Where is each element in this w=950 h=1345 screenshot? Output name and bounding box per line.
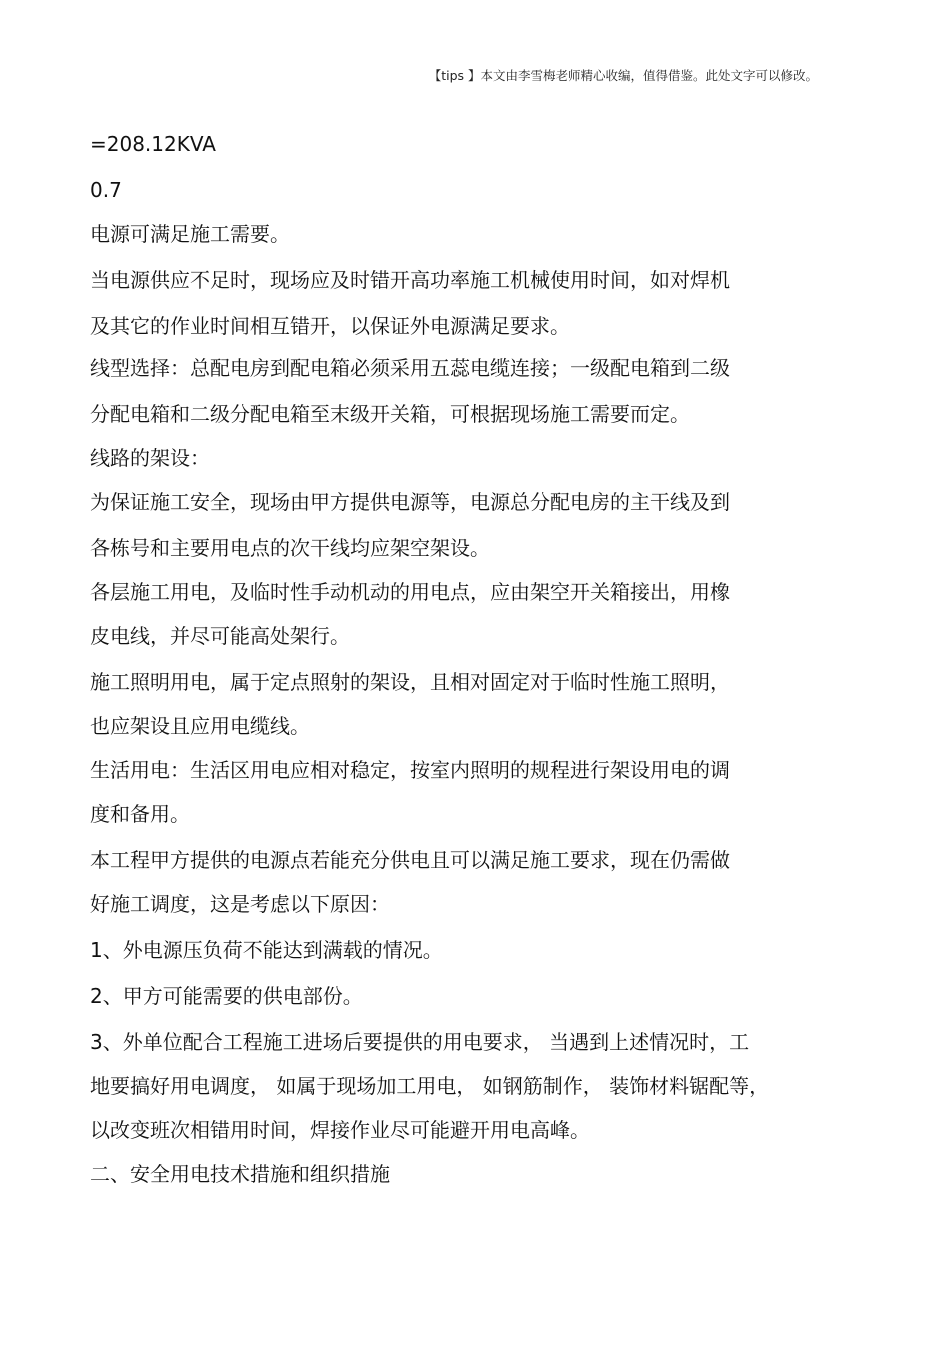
- text-line: 皮电线，并尽可能高处架行。: [90, 624, 350, 648]
- text-line: 也应架设且应用电缆线。: [90, 714, 310, 738]
- text-line: 为保证施工安全，现场由甲方提供电源等，电源总分配电房的主干线及到: [90, 490, 730, 514]
- text-line: 施工照明用电，属于定点照射的架设，且相对固定对于临时性施工照明，: [90, 670, 730, 694]
- section-heading: 二、安全用电技术措施和组织措施: [90, 1162, 390, 1186]
- text-line: 生活用电：生活区用电应相对稳定，按室内照明的规程进行架设用电的调: [90, 758, 730, 782]
- header-note: 【tips 】本文由李雪梅老师精心收编，值得借鉴。此处文字可以修改。: [428, 68, 818, 83]
- text-line: 分配电箱和二级分配电箱至末级开关箱，可根据现场施工需要而定。: [90, 402, 690, 426]
- text-line: 当电源供应不足时，现场应及时错开高功率施工机械使用时间，如对焊机: [90, 268, 730, 292]
- text-line: 好施工调度，这是考虑以下原因：: [90, 892, 390, 916]
- text-line: 各层施工用电，及临时性手动机动的用电点，应由架空开关箱接出，用橡: [90, 580, 730, 604]
- text-line: 及其它的作业时间相互错开，以保证外电源满足要求。: [90, 314, 570, 338]
- text-line: 本工程甲方提供的电源点若能充分供电且可以满足施工要求，现在仍需做: [90, 848, 730, 872]
- text-line: 以改变班次相错用时间，焊接作业尽可能避开用电高峰。: [90, 1118, 590, 1142]
- text-line: 各栋号和主要用电点的次干线均应架空架设。: [90, 536, 490, 560]
- text-line: =208.12KVA: [90, 132, 216, 156]
- section-heading: 线路的架设：: [90, 446, 210, 470]
- text-line: 电源可满足施工需要。: [90, 222, 290, 246]
- text-line: 线型选择：总配电房到配电箱必须采用五蕊电缆连接；一级配电箱到二级: [90, 356, 730, 380]
- list-item: 2、甲方可能需要的供电部份。: [90, 984, 363, 1008]
- list-item: 3、外单位配合工程施工进场后要提供的用电要求， 当遇到上述情况时，工: [90, 1030, 750, 1054]
- text-line: 0.7: [90, 178, 122, 202]
- text-line: 度和备用。: [90, 802, 190, 826]
- list-item: 1、外电源压负荷不能达到满载的情况。: [90, 938, 443, 962]
- text-line: 地要搞好用电调度， 如属于现场加工用电， 如钢筋制作， 装饰材料锯配等，: [90, 1074, 770, 1098]
